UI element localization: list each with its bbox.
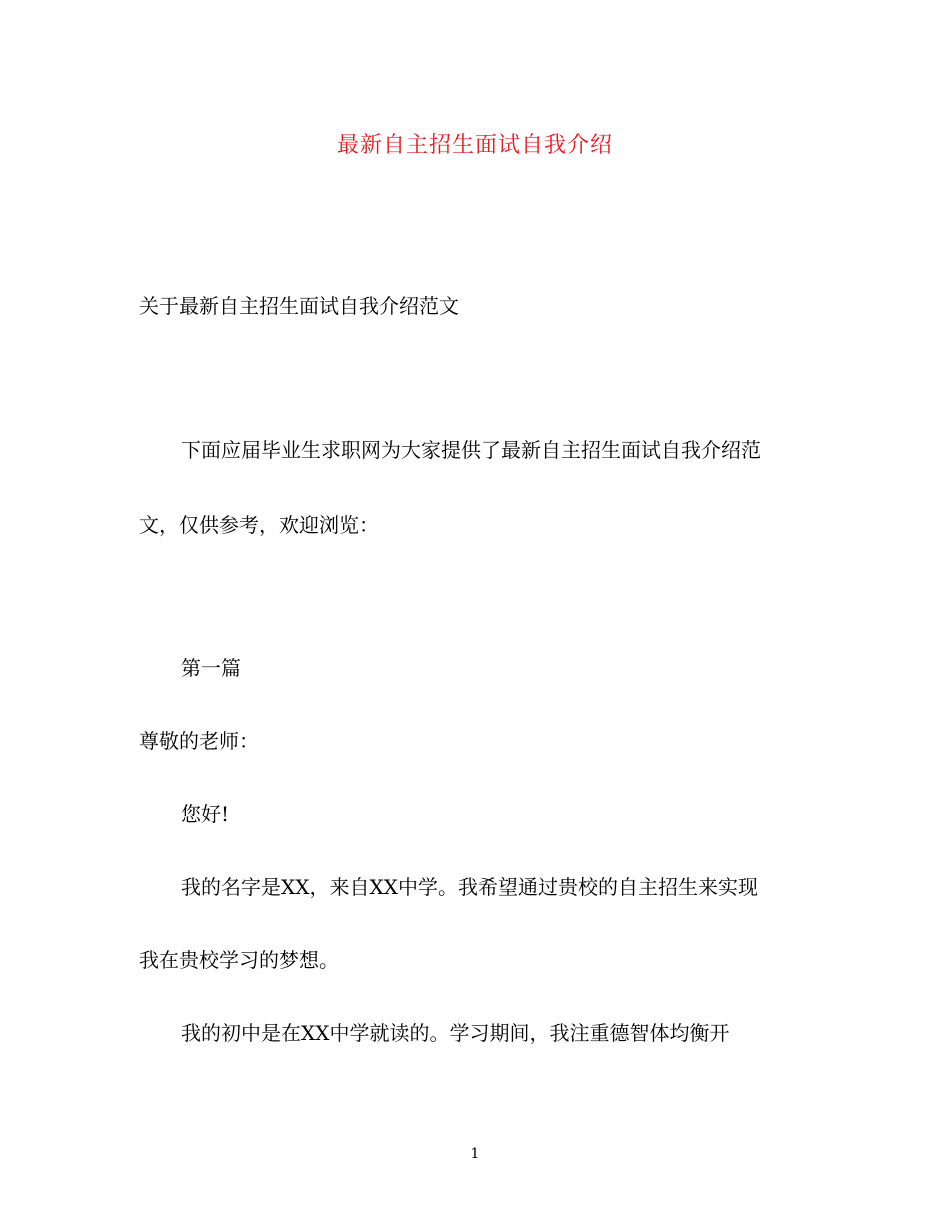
intro-paragraph-line-2: 文，仅供参考，欢迎浏览： — [139, 513, 379, 537]
body-paragraph-2-line-1: 我的初中是在XX中学就读的。学习期间，我注重德智体均衡开 — [181, 1021, 730, 1045]
greeting-line: 您好! — [181, 802, 230, 826]
intro-paragraph-line-1: 下面应届毕业生求职网为大家提供了最新自主招生面试自我介绍范 — [181, 438, 761, 462]
subtitle-line: 关于最新自主招生面试自我介绍范文 — [139, 294, 459, 318]
page-number: 1 — [470, 1146, 480, 1162]
body-paragraph-1-line-1: 我的名字是XX，来自XX中学。我希望通过贵校的自主招生来实现 — [181, 875, 758, 899]
document-title: 最新自主招生面试自我介绍 — [336, 133, 613, 158]
salutation-line: 尊敬的老师： — [139, 729, 259, 753]
section-heading: 第一篇 — [181, 656, 241, 680]
body-paragraph-1-line-2: 我在贵校学习的梦想。 — [139, 948, 339, 972]
